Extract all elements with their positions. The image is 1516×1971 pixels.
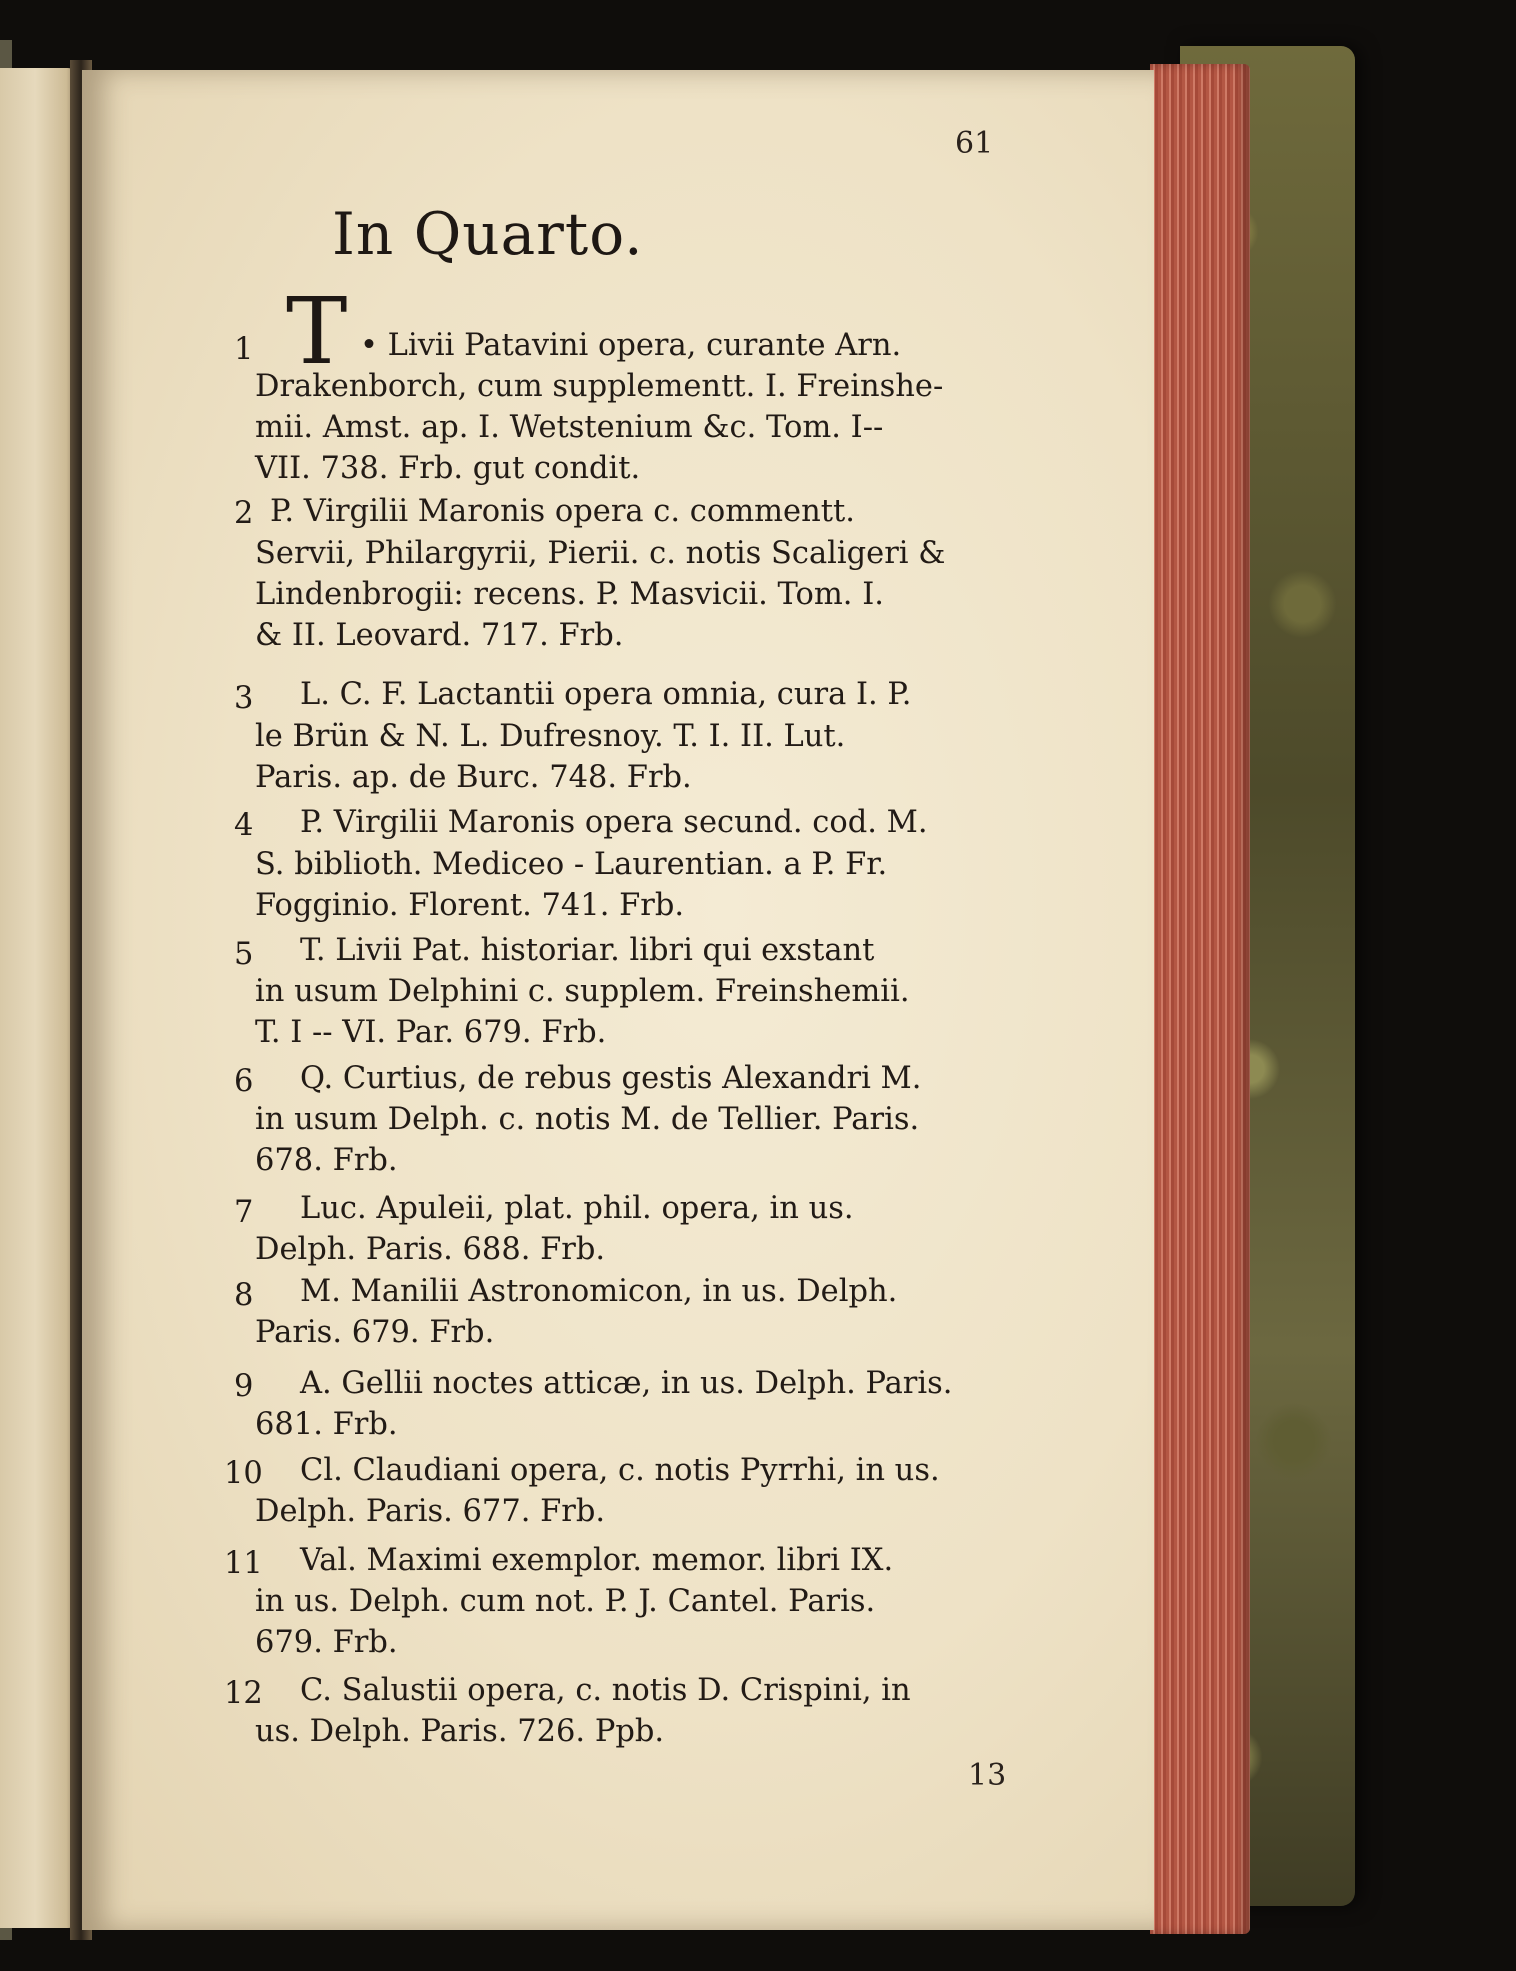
section-heading: In Quarto. <box>332 200 644 268</box>
entry-number: 8 <box>234 1278 254 1313</box>
entry-number: 11 <box>224 1546 263 1581</box>
entry-line: P. Virgilii Maronis opera secund. cod. M. <box>300 805 928 840</box>
entry-line: & II. Leovard. 717. Frb. <box>255 618 624 653</box>
entry-line: Cl. Claudiani opera, c. notis Pyrrhi, in us. <box>300 1453 940 1488</box>
entry-line: Fogginio. Florent. 741. Frb. <box>255 888 685 923</box>
entry-line: Delph. Paris. 688. Frb. <box>255 1232 606 1267</box>
entry-line: Val. Maximi exemplor. memor. libri IX. <box>300 1543 894 1578</box>
entry-number: 6 <box>234 1064 254 1099</box>
entry-line: A. Gellii noctes atticæ, in us. Delph. Paris. <box>300 1366 953 1401</box>
entry-number: 10 <box>224 1456 263 1491</box>
page-number: 61 <box>955 126 994 161</box>
entry-line: T. Livii Pat. historiar. libri qui exstant <box>300 933 875 968</box>
entry-number: 12 <box>224 1676 263 1711</box>
entry-line: Delph. Paris. 677. Frb. <box>255 1494 606 1529</box>
entry-line: Paris. ap. de Burc. 748. Frb. <box>255 760 692 795</box>
entry-line: in usum Delphini c. supplem. Freinshemii. <box>255 974 910 1009</box>
entry-number: 2 <box>234 496 254 531</box>
entry-line: Drakenborch, cum supplementt. I. Freinshe- <box>255 369 944 404</box>
entry-line: in usum Delph. c. notis M. de Tellier. Paris. <box>255 1102 920 1137</box>
entry-number: 7 <box>234 1195 254 1230</box>
entry-line: S. biblioth. Mediceo - Laurentian. a P. Fr. <box>255 847 888 882</box>
entry-line: Luc. Apuleii, plat. phil. opera, in us. <box>300 1191 854 1226</box>
red-page-edges <box>1150 64 1250 1934</box>
entry-line: mii. Amst. ap. I. Wetstenium &c. Tom. I-- <box>255 410 884 445</box>
entry-line: Paris. 679. Frb. <box>255 1315 495 1350</box>
entry-line: le Brün & N. L. Dufresnoy. T. I. II. Lut. <box>255 719 846 754</box>
entry-line: L. C. F. Lactantii opera omnia, cura I. P. <box>300 677 912 712</box>
entry-line: • Livii Patavini opera, curante Arn. <box>360 328 902 363</box>
entry-line: C. Salustii opera, c. notis D. Crispini, in <box>300 1673 911 1708</box>
entry-line: VII. 738. Frb. gut condit. <box>255 451 641 486</box>
drop-cap: T <box>286 278 348 385</box>
left-page-edge <box>0 68 78 1928</box>
entry-line: Lindenbrogii: recens. P. Masvicii. Tom. I. <box>255 577 884 612</box>
entry-number: 5 <box>234 937 254 972</box>
entry-number: 4 <box>234 808 254 843</box>
entry-line: T. I -- VI. Par. 679. Frb. <box>255 1015 607 1050</box>
entry-line: Q. Curtius, de rebus gestis Alexandri M. <box>300 1061 922 1096</box>
entry-line: M. Manilii Astronomicon, in us. Delph. <box>300 1274 898 1309</box>
signature-mark: 13 <box>968 1758 1007 1793</box>
entry-number: 9 <box>234 1369 254 1404</box>
entry-line: us. Delph. Paris. 726. Ppb. <box>255 1714 665 1749</box>
entry-line: 678. Frb. <box>255 1143 398 1178</box>
entry-line: in us. Delph. cum not. P. J. Cantel. Paris. <box>255 1584 876 1619</box>
entry-line: P. Virgilii Maronis opera c. commentt. <box>270 494 855 529</box>
entry-line: Servii, Philargyrii, Pierii. c. notis Scaligeri & <box>255 536 946 571</box>
entry-number: 3 <box>234 681 254 716</box>
entry-line: 679. Frb. <box>255 1625 398 1660</box>
entry-number: 1 <box>234 332 254 367</box>
entry-line: 681. Frb. <box>255 1407 398 1442</box>
